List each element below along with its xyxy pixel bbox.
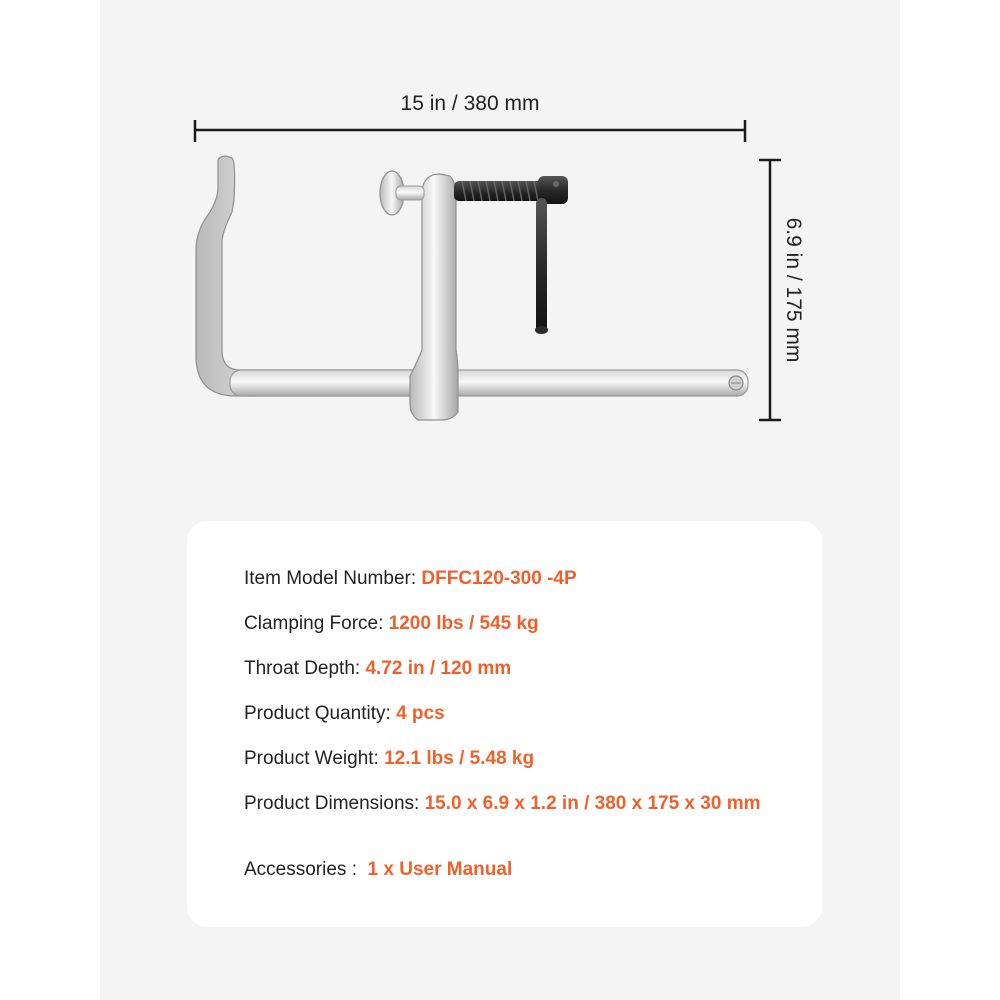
- clamp-bar: [230, 370, 748, 396]
- spec-row-accessories: [244, 859, 512, 881]
- spec-value: 1 x User Manual: [367, 859, 513, 880]
- spec-row-dimensions: [244, 793, 760, 815]
- sliding-arm: [410, 174, 458, 420]
- spec-label: Accessories :: [244, 859, 368, 880]
- spec-label: Item Model Number:: [244, 568, 422, 589]
- height-dimension-label: 6.9 in / 175 mm: [782, 217, 805, 363]
- width-dimension-label: 15 in / 380 mm: [400, 92, 540, 115]
- width-dimension-line: [195, 120, 745, 142]
- spec-row-quantity: [244, 703, 445, 725]
- spec-value: DFFC120-300 -4P: [421, 568, 577, 589]
- threaded-screw: [454, 176, 568, 204]
- spec-label: Product Quantity:: [244, 703, 397, 724]
- spec-value: 15.0 x 6.9 x 1.2 in / 380 x 175 x 30 mm: [424, 793, 761, 814]
- swivel-pad: [380, 171, 424, 215]
- spec-label: Throat Depth:: [244, 658, 366, 679]
- height-dimension-line: [759, 160, 781, 420]
- spec-value: 4 pcs: [396, 703, 445, 724]
- t-handle: [536, 198, 547, 332]
- spec-label: Product Dimensions:: [244, 793, 425, 814]
- spec-row-throat-depth: [244, 658, 511, 680]
- spec-row-model-number: [244, 568, 577, 590]
- spec-value: 1200 lbs / 545 kg: [388, 613, 539, 634]
- spec-value: 4.72 in / 120 mm: [365, 658, 512, 679]
- spec-label: Clamping Force:: [244, 613, 389, 634]
- spec-row-weight: [244, 748, 534, 770]
- spec-value: 12.1 lbs / 5.48 kg: [384, 748, 535, 769]
- spec-label: Product Weight:: [244, 748, 385, 769]
- spec-card: [187, 521, 822, 927]
- spec-row-clamping-force: [244, 613, 539, 635]
